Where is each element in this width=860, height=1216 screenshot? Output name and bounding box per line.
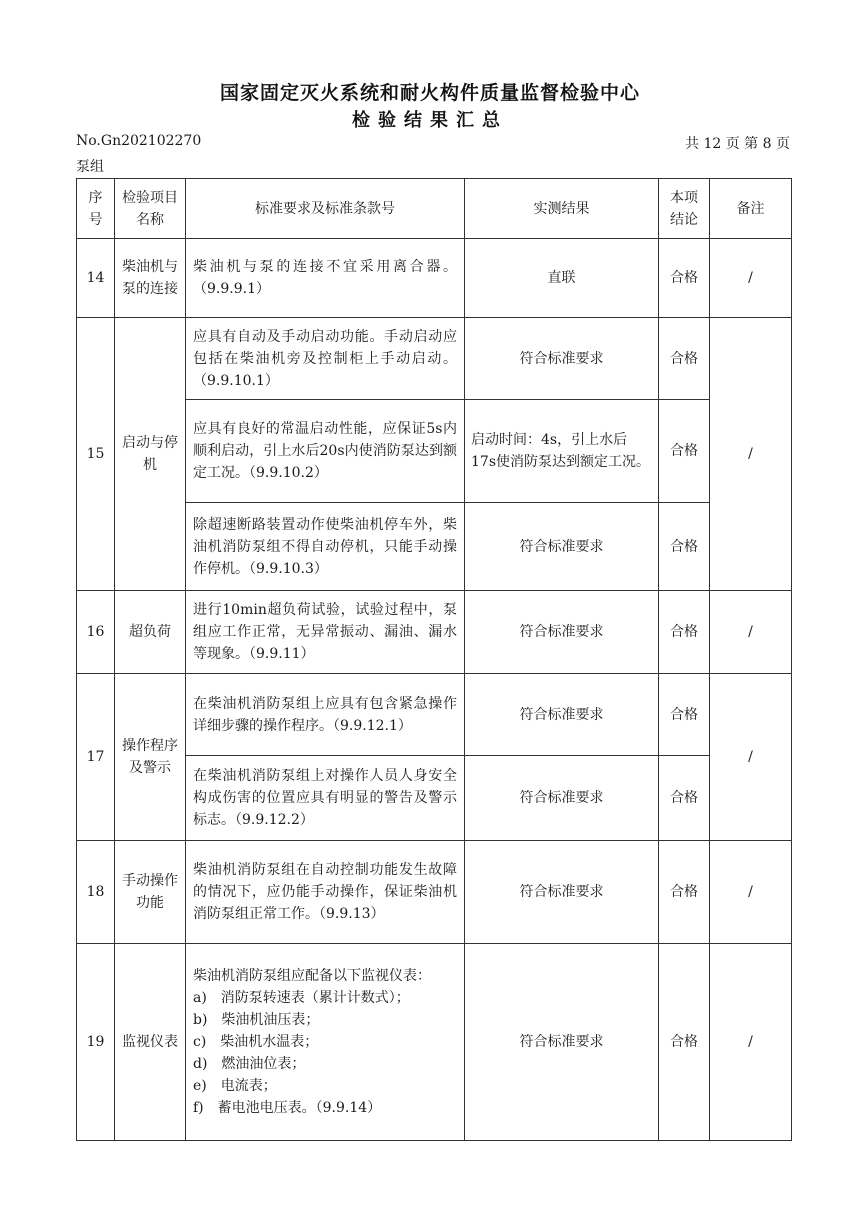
row-no: 18 [77, 841, 115, 944]
row-standard: 应具有自动及手动启动功能。手动启动应包括在柴油机旁及控制柜上手动启动。（9.9.10.1） [186, 318, 465, 400]
header-standard: 标准要求及标准条款号 [186, 179, 465, 239]
row-item: 柴油机与泵的连接 [115, 239, 186, 318]
header-conclusion: 本项结论 [659, 179, 710, 239]
list-item: e) 电流表； [193, 1078, 277, 1094]
row-standard: 应具有良好的常温启动性能，应保证5s内顺利启动，引上水后20s内使消防泵达到额定工况。（9.9.10.2） [186, 400, 465, 503]
row-remark: / [710, 944, 792, 1141]
table-header-row [77, 179, 792, 239]
row-conclusion: 合格 [659, 591, 710, 674]
row-conclusion: 合格 [659, 674, 710, 756]
row-standard: 进行10min超负荷试验，试验过程中，泵组应工作正常，无异常振动、漏油、漏水等现象。（9.9.11） [186, 591, 465, 674]
row-remark: / [710, 318, 792, 591]
row-no: 19 [77, 944, 115, 1141]
row-remark: / [710, 674, 792, 841]
row-no: 14 [77, 239, 115, 318]
table-row [77, 318, 792, 400]
row-result: 符合标准要求 [465, 756, 659, 841]
row-standard: 柴油机消防泵组在自动控制功能发生故障的情况下，应仍能手动操作，保证柴油机消防泵组正常工作。（9.9.13） [186, 841, 465, 944]
row-conclusion: 合格 [659, 318, 710, 400]
row-result: 符合标准要求 [465, 944, 659, 1141]
row-standard: 在柴油机消防泵组上应具有包含紧急操作详细步骤的操作程序。（9.9.12.1） [186, 674, 465, 756]
table-row [77, 591, 792, 674]
row-conclusion: 合格 [659, 503, 710, 591]
row-conclusion: 合格 [659, 400, 710, 503]
section-label: 泵组 [76, 159, 104, 175]
list-item: b) 柴油机油压表； [193, 1012, 320, 1028]
list-item: d) 燃油油位表； [193, 1056, 306, 1072]
table-row [77, 841, 792, 944]
row-conclusion: 合格 [659, 841, 710, 944]
list-item: c) 柴油机水温表； [193, 1034, 319, 1050]
header-no: 序号 [77, 179, 115, 239]
row-standard: 除超速断路装置动作使柴油机停车外，柴油机消防泵组不得自动停机，只能手动操作停机。（9.9.10.3） [186, 503, 465, 591]
row-item: 手动操作功能 [115, 841, 186, 944]
row-remark: / [710, 239, 792, 318]
table-row [77, 674, 792, 756]
header-remark: 备注 [710, 179, 792, 239]
row-result: 符合标准要求 [465, 318, 659, 400]
header-result: 实测结果 [465, 179, 659, 239]
row-no: 15 [77, 318, 115, 591]
page-count: 共 12 页 第 8 页 [685, 136, 790, 152]
list-item: f) 蓄电池电压表。（9.9.14） [193, 1100, 382, 1116]
row-remark: / [710, 841, 792, 944]
report-subtitle: 检验结果汇总 [352, 110, 508, 131]
row-item: 监视仪表 [115, 944, 186, 1141]
row-standard: 在柴油机消防泵组上对操作人员人身安全构成伤害的位置应具有明显的警告及警示标志。（9.9.12.2） [186, 756, 465, 841]
row-no: 16 [77, 591, 115, 674]
row-result: 启动时间：4s，引上水后17s使消防泵达到额定工况。 [465, 400, 659, 503]
list-item: a) 消防泵转速表（累计计数式）； [193, 990, 410, 1006]
row-result: 符合标准要求 [465, 841, 659, 944]
row-result: 直联 [465, 239, 659, 318]
row-no: 17 [77, 674, 115, 841]
results-table [76, 178, 792, 1141]
header-item: 检验项目名称 [115, 179, 186, 239]
row-result: 符合标准要求 [465, 591, 659, 674]
standard-intro: 柴油机消防泵组应配备以下监视仪表： [193, 968, 431, 984]
row-conclusion: 合格 [659, 239, 710, 318]
row-item: 操作程序及警示 [115, 674, 186, 841]
row-item: 启动与停机 [115, 318, 186, 591]
report-title: 国家固定灭火系统和耐火构件质量监督检验中心 [219, 82, 640, 104]
row-standard [186, 944, 465, 1141]
row-item: 超负荷 [115, 591, 186, 674]
document-number: No.Gn202102270 [76, 133, 202, 149]
row-conclusion: 合格 [659, 756, 710, 841]
row-standard: 柴油机与泵的连接不宜采用离合器。（9.9.9.1） [186, 239, 465, 318]
table-row [77, 239, 792, 318]
row-conclusion: 合格 [659, 944, 710, 1141]
row-result: 符合标准要求 [465, 674, 659, 756]
table-row [77, 944, 792, 1141]
row-remark: / [710, 591, 792, 674]
row-result: 符合标准要求 [465, 503, 659, 591]
